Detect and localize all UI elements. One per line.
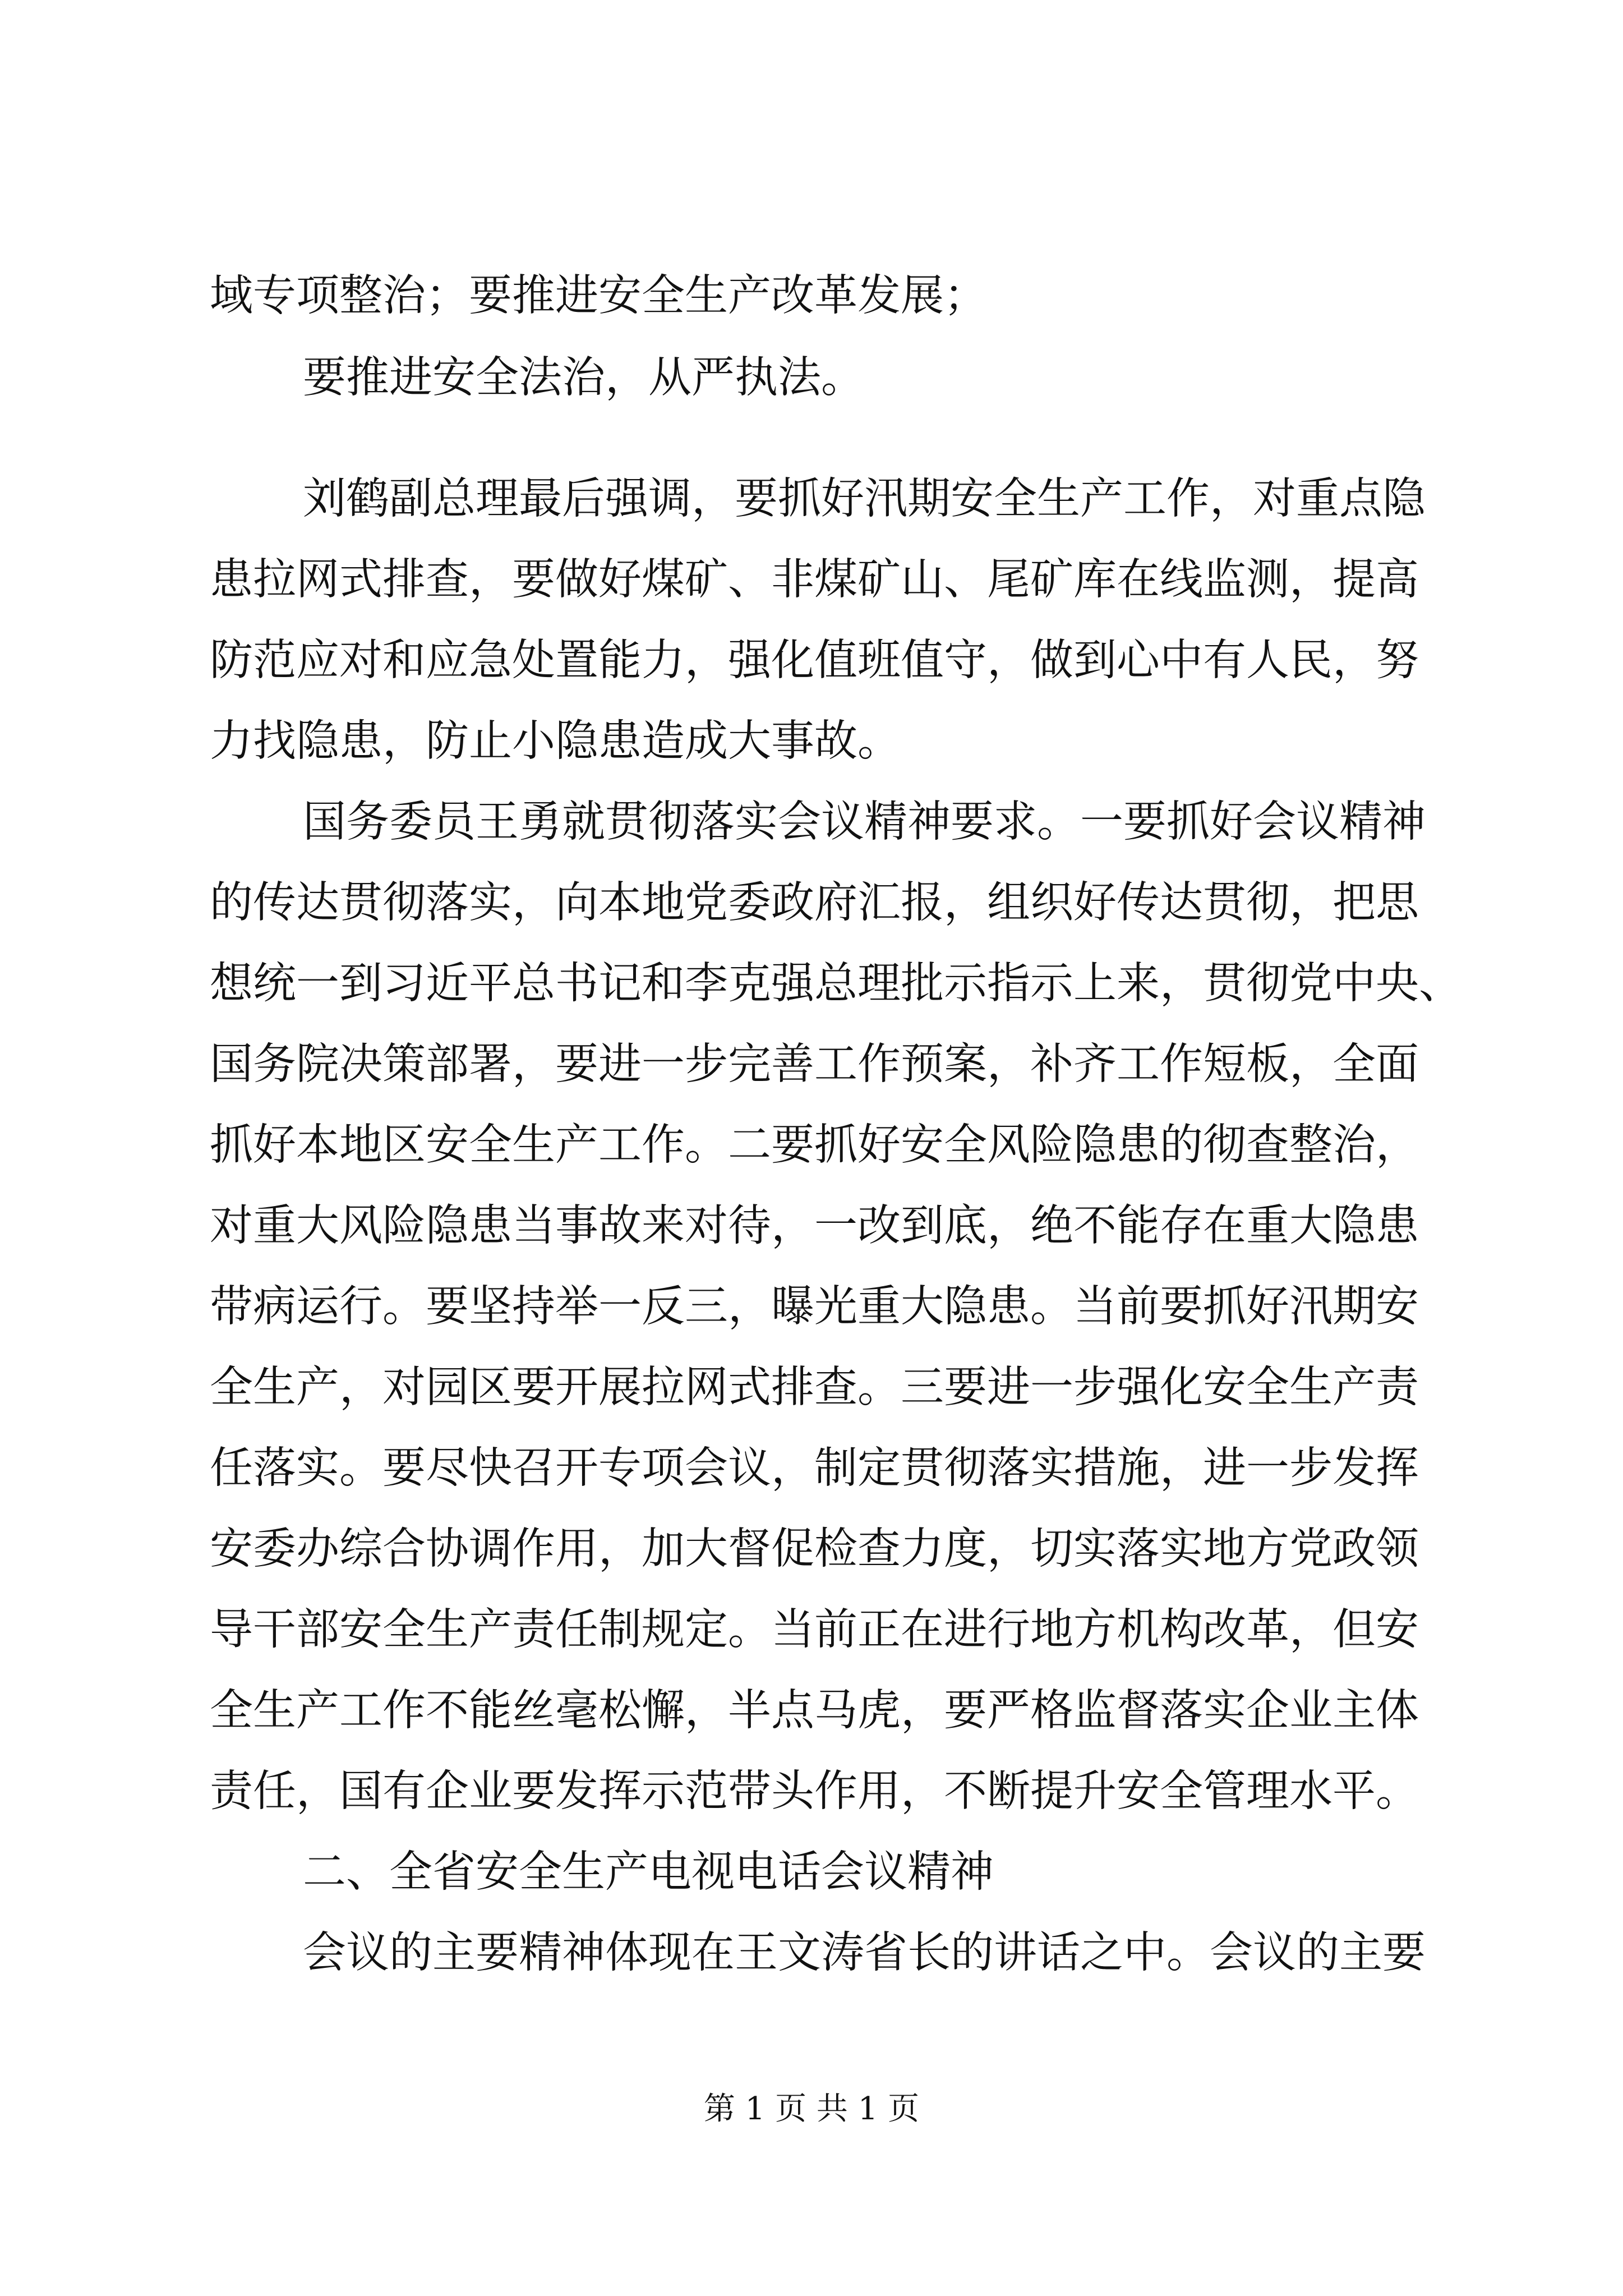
- text-line: 抓好本地区安全生产工作。二要抓好安全风险隐患的彻查整治，: [210, 1120, 1419, 1170]
- text-line: 国务院决策部署，要进一步完善工作预案，补齐工作短板，全面: [210, 1039, 1419, 1089]
- text-line: 想统一到习近平总书记和李克强总理批示指示上来，贯彻党中央、: [210, 959, 1462, 1009]
- text-line: 对重大风险隐患当事故来对待，一改到底，绝不能存在重大隐患: [210, 1201, 1419, 1251]
- text-line: 刘鹤副总理最后强调，要抓好汛期安全生产工作，对重点隐: [303, 474, 1426, 524]
- text-line: 任落实。要尽快召开专项会议，制定贯彻落实措施，进一步发挥: [210, 1443, 1419, 1493]
- text-line: 国务委员王勇就贯彻落实会议精神要求。一要抓好会议精神: [303, 797, 1426, 847]
- text-line: 防范应对和应急处置能力，强化值班值守，做到心中有人民，努: [210, 636, 1419, 685]
- section-heading: 二、全省安全生产电视电话会议精神: [303, 1847, 994, 1897]
- page-footer: 第 1 页 共 1 页: [703, 2091, 920, 2127]
- text-line: 安委办综合协调作用，加大督促检查力度，切实落实地方党政领: [210, 1524, 1419, 1574]
- text-line: 会议的主要精神体现在王文涛省长的讲话之中。会议的主要: [303, 1928, 1426, 1978]
- text-line: 域专项整治；要推进安全生产改革发展；: [210, 271, 987, 321]
- text-line: 患拉网式排查，要做好煤矿、非煤矿山、尾矿库在线监测，提高: [210, 555, 1419, 605]
- text-line: 的传达贯彻落实，向本地党委政府汇报，组织好传达贯彻，把思: [210, 878, 1419, 928]
- text-line: 要推进安全法治，从严执法。: [303, 353, 864, 403]
- text-line: 力找隐患，防止小隐患造成大事故。: [210, 716, 901, 766]
- text-line: 全生产，对园区要开展拉网式排查。三要进一步强化安全生产责: [210, 1363, 1419, 1412]
- text-line: 全生产工作不能丝毫松懈，半点马虎，要严格监督落实企业主体: [210, 1686, 1419, 1736]
- text-line: 导干部安全生产责任制规定。当前正在进行地方机构改革，但安: [210, 1605, 1419, 1655]
- text-line: 带病运行。要坚持举一反三，曝光重大隐患。当前要抓好汛期安: [210, 1282, 1419, 1332]
- text-line: 责任，国有企业要发挥示范带头作用，不断提升安全管理水平。: [210, 1766, 1419, 1816]
